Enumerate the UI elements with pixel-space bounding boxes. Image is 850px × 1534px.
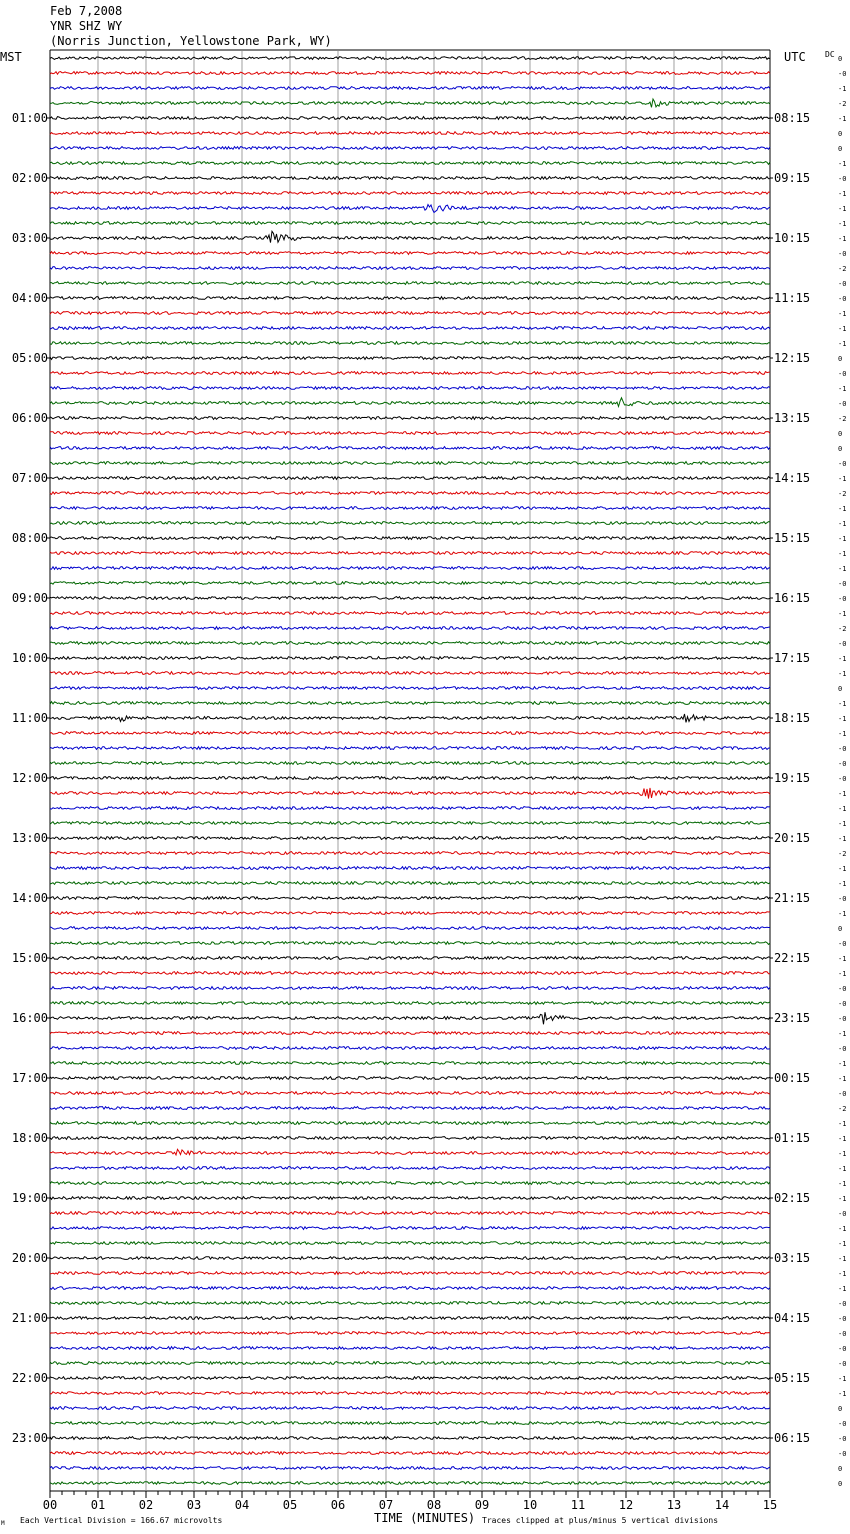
dc-offset-value: -1 bbox=[838, 1120, 847, 1128]
seismic-trace bbox=[50, 387, 770, 390]
dc-offset-value: -1 bbox=[838, 955, 847, 963]
utc-hour-label: 09:15 bbox=[774, 171, 811, 185]
seismic-trace bbox=[50, 327, 770, 330]
utc-hour-label: 06:15 bbox=[774, 1431, 811, 1445]
seismic-trace bbox=[50, 357, 770, 360]
utc-hour-label: 00:15 bbox=[774, 1071, 811, 1085]
seismic-trace bbox=[50, 672, 770, 675]
mst-hour-label: 04:00 bbox=[11, 291, 48, 305]
mst-hour-label: 07:00 bbox=[11, 471, 48, 485]
dc-offset-value: -0 bbox=[838, 1435, 847, 1443]
seismic-trace bbox=[50, 987, 770, 990]
mst-label: MST bbox=[0, 50, 22, 64]
seismic-trace bbox=[50, 972, 770, 975]
seismic-trace bbox=[50, 162, 770, 165]
seismic-trace bbox=[50, 912, 770, 915]
dc-offset-value: -0 bbox=[838, 940, 847, 948]
dc-offset-value: -0 bbox=[838, 1045, 847, 1053]
dc-offset-value: -0 bbox=[838, 580, 847, 588]
seismic-trace bbox=[50, 522, 770, 525]
dc-offset-value: -1 bbox=[838, 910, 847, 918]
dc-offset-value: -0 bbox=[838, 250, 847, 258]
dc-offset-value: -0 bbox=[838, 1450, 847, 1458]
seismic-trace bbox=[50, 702, 770, 705]
dc-offset-value: -2 bbox=[838, 415, 847, 423]
seismic-trace bbox=[50, 897, 770, 900]
x-tick-label: 02 bbox=[138, 1498, 154, 1512]
seismic-trace bbox=[50, 222, 770, 225]
dc-offset-value: -0 bbox=[838, 1210, 847, 1218]
dc-offset-value: -0 bbox=[838, 1360, 847, 1368]
utc-hour-label: 12:15 bbox=[774, 351, 811, 365]
seismic-trace bbox=[50, 852, 770, 855]
x-tick-label: 08 bbox=[426, 1498, 442, 1512]
recording-date: Feb 7,2008 bbox=[50, 4, 123, 18]
seismic-trace bbox=[50, 117, 770, 120]
x-tick-label: 15 bbox=[762, 1498, 778, 1512]
seismic-trace bbox=[50, 1227, 770, 1230]
x-tick-label: 01 bbox=[90, 1498, 106, 1512]
dc-offset-value: -1 bbox=[838, 670, 847, 678]
x-tick-label: 11 bbox=[570, 1498, 586, 1512]
seismic-trace bbox=[50, 1377, 770, 1380]
dc-offset-value: -1 bbox=[838, 805, 847, 813]
seismic-trace bbox=[50, 1287, 770, 1290]
seismic-trace bbox=[50, 867, 770, 870]
seismic-trace bbox=[50, 312, 770, 315]
x-tick-label: 00 bbox=[42, 1498, 58, 1512]
dc-offset-value: -1 bbox=[838, 1240, 847, 1248]
seismic-trace bbox=[50, 231, 770, 242]
dc-offset-value: -1 bbox=[838, 880, 847, 888]
utc-hour-label: 23:15 bbox=[774, 1011, 811, 1025]
seismic-trace bbox=[50, 822, 770, 825]
dc-offset-value: -0 bbox=[838, 370, 847, 378]
dc-offset-value: -1 bbox=[838, 190, 847, 198]
dc-offset-value: -1 bbox=[838, 220, 847, 228]
dc-offset-value: -1 bbox=[838, 325, 847, 333]
dc-offset-value: -0 bbox=[838, 1000, 847, 1008]
dc-offset-value: -1 bbox=[838, 565, 847, 573]
dc-offset-value: -1 bbox=[838, 1375, 847, 1383]
dc-offset-value: -2 bbox=[838, 490, 847, 498]
dc-offset-value: -1 bbox=[838, 85, 847, 93]
mst-hour-label: 02:00 bbox=[11, 171, 48, 185]
dc-offset-value: -1 bbox=[838, 1165, 847, 1173]
dc-offset-value: 0 bbox=[838, 55, 843, 63]
seismic-trace bbox=[50, 72, 770, 75]
seismic-trace bbox=[50, 1302, 770, 1305]
utc-hour-label: 08:15 bbox=[774, 111, 811, 125]
seismic-trace bbox=[50, 1482, 770, 1485]
seismic-trace bbox=[50, 788, 770, 799]
utc-hour-label: 13:15 bbox=[774, 411, 811, 425]
seismic-trace bbox=[50, 1167, 770, 1170]
mst-hour-label: 12:00 bbox=[11, 771, 48, 785]
dc-offset-value: -0 bbox=[838, 640, 847, 648]
dc-offset-value: -1 bbox=[838, 1225, 847, 1233]
dc-offset-value: -1 bbox=[838, 115, 847, 123]
seismic-trace bbox=[50, 462, 770, 465]
mst-hour-label: 13:00 bbox=[11, 831, 48, 845]
seismic-trace bbox=[50, 942, 770, 945]
seismic-trace bbox=[50, 417, 770, 420]
dc-offset-value: -1 bbox=[838, 1255, 847, 1263]
seismic-trace bbox=[50, 372, 770, 375]
utc-hour-label: 02:15 bbox=[774, 1191, 811, 1205]
dc-offset-value: -1 bbox=[838, 520, 847, 528]
seismic-trace bbox=[50, 507, 770, 510]
dc-offset-value: -1 bbox=[838, 505, 847, 513]
mst-hour-label: 10:00 bbox=[11, 651, 48, 665]
x-tick-label: 13 bbox=[666, 1498, 682, 1512]
utc-hour-label: 17:15 bbox=[774, 651, 811, 665]
x-tick-label: 04 bbox=[234, 1498, 250, 1512]
dc-offset-value: -0 bbox=[838, 460, 847, 468]
seismic-trace bbox=[50, 582, 770, 585]
seismic-trace bbox=[50, 282, 770, 285]
utc-hour-label: 18:15 bbox=[774, 711, 811, 725]
seismic-trace bbox=[50, 477, 770, 480]
utc-hour-label: 05:15 bbox=[774, 1371, 811, 1385]
x-tick-label: 03 bbox=[186, 1498, 202, 1512]
label-layer bbox=[12, 55, 847, 1512]
dc-offset-value: 0 bbox=[838, 355, 843, 363]
seismic-trace bbox=[50, 1032, 770, 1035]
dc-offset-value: -1 bbox=[838, 1060, 847, 1068]
utc-hour-label: 20:15 bbox=[774, 831, 811, 845]
dc-offset-value: 0 bbox=[838, 925, 843, 933]
dc-offset-value: -1 bbox=[838, 1030, 847, 1038]
scale-note: Each Vertical Division = 166.67 microvolts bbox=[20, 1516, 223, 1525]
seismic-trace bbox=[50, 687, 770, 690]
dc-offset-value: -0 bbox=[838, 400, 847, 408]
dc-offset-value: 0 bbox=[838, 430, 843, 438]
mst-hour-label: 08:00 bbox=[11, 531, 48, 545]
dc-offset-value: -0 bbox=[838, 1300, 847, 1308]
mst-hour-label: 20:00 bbox=[11, 1251, 48, 1265]
seismic-trace bbox=[50, 777, 770, 780]
dc-offset-value: -2 bbox=[838, 100, 847, 108]
trace-layer bbox=[50, 57, 770, 1485]
seismic-trace bbox=[50, 597, 770, 600]
x-tick-label: 09 bbox=[474, 1498, 490, 1512]
dc-offset-value: -1 bbox=[838, 835, 847, 843]
dc-offset-value: -1 bbox=[838, 715, 847, 723]
dc-offset-value: -0 bbox=[838, 295, 847, 303]
dc-offset-value: -1 bbox=[838, 970, 847, 978]
dc-offset-value: -0 bbox=[838, 1330, 847, 1338]
dc-offset-value: -1 bbox=[838, 610, 847, 618]
seismic-trace bbox=[50, 1047, 770, 1050]
dc-offset-value: -1 bbox=[838, 535, 847, 543]
dc-offset-value: -1 bbox=[838, 790, 847, 798]
mst-hour-label: 17:00 bbox=[11, 1071, 48, 1085]
station-code: YNR SHZ WY bbox=[50, 19, 123, 33]
mst-hour-label: 22:00 bbox=[11, 1371, 48, 1385]
seismic-trace bbox=[50, 252, 770, 255]
seismic-trace bbox=[50, 1077, 770, 1080]
x-tick-label: 12 bbox=[618, 1498, 634, 1512]
utc-hour-label: 15:15 bbox=[774, 531, 811, 545]
dc-offset-value: 0 bbox=[838, 1465, 843, 1473]
seismic-trace bbox=[50, 297, 770, 300]
seismic-trace bbox=[50, 1332, 770, 1335]
clip-note: Traces clipped at plus/minus 5 vertical divisions bbox=[482, 1516, 719, 1525]
seismic-trace bbox=[50, 1317, 770, 1320]
mst-hour-label: 23:00 bbox=[11, 1431, 48, 1445]
seismic-trace bbox=[50, 1452, 770, 1455]
mst-hour-label: 16:00 bbox=[11, 1011, 48, 1025]
seismic-trace bbox=[50, 1212, 770, 1215]
seismic-trace bbox=[50, 267, 770, 270]
seismic-trace bbox=[50, 192, 770, 195]
utc-hour-label: 11:15 bbox=[774, 291, 811, 305]
dc-offset-value: -2 bbox=[838, 850, 847, 858]
seismic-trace bbox=[50, 1012, 770, 1024]
utc-hour-label: 19:15 bbox=[774, 771, 811, 785]
dc-offset-value: -1 bbox=[838, 1285, 847, 1293]
dc-offset-value: -0 bbox=[838, 1315, 847, 1323]
dc-offset-value: -0 bbox=[838, 280, 847, 288]
dc-offset-value: -0 bbox=[838, 1015, 847, 1023]
mst-hour-label: 05:00 bbox=[11, 351, 48, 365]
dc-offset-value: 0 bbox=[838, 130, 843, 138]
seismic-trace bbox=[50, 99, 770, 107]
dc-offset-value: -2 bbox=[838, 625, 847, 633]
utc-label: UTC bbox=[784, 50, 806, 64]
x-tick-label: 06 bbox=[330, 1498, 346, 1512]
dc-offset-value: -1 bbox=[838, 655, 847, 663]
seismic-trace bbox=[50, 432, 770, 435]
dc-offset-value: -1 bbox=[838, 160, 847, 168]
utc-hour-label: 10:15 bbox=[774, 231, 811, 245]
seismic-trace bbox=[50, 807, 770, 810]
seismic-trace bbox=[50, 1347, 770, 1350]
seismic-trace bbox=[50, 1092, 770, 1095]
dc-offset-value: -1 bbox=[838, 310, 847, 318]
seismic-trace bbox=[50, 612, 770, 615]
mst-hour-label: 15:00 bbox=[11, 951, 48, 965]
dc-offset-value: -1 bbox=[838, 700, 847, 708]
seismic-trace bbox=[50, 205, 770, 213]
seismic-trace bbox=[50, 447, 770, 450]
seismic-trace bbox=[50, 147, 770, 150]
seismic-trace bbox=[50, 342, 770, 345]
seismic-trace bbox=[50, 398, 770, 407]
seismic-trace bbox=[50, 57, 770, 60]
seismic-trace bbox=[50, 1122, 770, 1125]
seismic-trace bbox=[50, 1437, 770, 1440]
seismic-trace bbox=[50, 837, 770, 840]
dc-offset-value: -0 bbox=[838, 985, 847, 993]
dc-offset-value: -1 bbox=[838, 475, 847, 483]
seismic-trace bbox=[50, 1422, 770, 1425]
dc-offset-value: -0 bbox=[838, 1090, 847, 1098]
x-axis-title: TIME (MINUTES) bbox=[374, 1511, 476, 1525]
dc-offset-value: -1 bbox=[838, 1390, 847, 1398]
mst-hour-label: 03:00 bbox=[11, 231, 48, 245]
dc-offset-value: -1 bbox=[838, 1135, 847, 1143]
seismic-trace bbox=[50, 1149, 770, 1155]
seismic-trace bbox=[50, 714, 770, 722]
utc-hour-label: 04:15 bbox=[774, 1311, 811, 1325]
utc-hour-label: 03:15 bbox=[774, 1251, 811, 1265]
seismic-trace bbox=[50, 567, 770, 570]
seismic-trace bbox=[50, 642, 770, 645]
seismic-trace bbox=[50, 492, 770, 495]
dc-offset-value: -0 bbox=[838, 775, 847, 783]
dc-offset-value: -0 bbox=[838, 175, 847, 183]
dc-offset-value: -2 bbox=[838, 265, 847, 273]
dc-offset-value: 0 bbox=[838, 1405, 843, 1413]
seismic-trace bbox=[50, 1137, 770, 1140]
dc-offset-value: -1 bbox=[838, 1195, 847, 1203]
dc-offset-value: -0 bbox=[838, 1420, 847, 1428]
seismic-trace bbox=[50, 927, 770, 930]
seismic-trace bbox=[50, 657, 770, 660]
seismic-trace bbox=[50, 882, 770, 885]
dc-offset-value: -1 bbox=[838, 730, 847, 738]
seismic-trace bbox=[50, 132, 770, 135]
dc-offset-value: -1 bbox=[838, 820, 847, 828]
x-tick-label: 14 bbox=[714, 1498, 730, 1512]
seismic-trace bbox=[50, 1107, 770, 1110]
seismic-trace bbox=[50, 177, 770, 180]
seismic-trace bbox=[50, 1272, 770, 1275]
utc-hour-label: 16:15 bbox=[774, 591, 811, 605]
seismic-trace bbox=[50, 1392, 770, 1395]
dc-offset-value: -1 bbox=[838, 385, 847, 393]
dc-offset-value: -0 bbox=[838, 760, 847, 768]
seismic-trace bbox=[50, 1182, 770, 1185]
dc-offset-value: -0 bbox=[838, 745, 847, 753]
seismic-trace bbox=[50, 1257, 770, 1260]
dc-offset-value: -1 bbox=[838, 1270, 847, 1278]
dc-offset-value: -2 bbox=[838, 1105, 847, 1113]
mst-hour-label: 14:00 bbox=[11, 891, 48, 905]
dc-offset-value: -0 bbox=[838, 70, 847, 78]
seismic-trace bbox=[50, 552, 770, 555]
seismic-trace bbox=[50, 957, 770, 960]
mst-hour-label: 06:00 bbox=[11, 411, 48, 425]
station-location: (Norris Junction, Yellowstone Park, WY) bbox=[50, 34, 332, 48]
dc-offset-value: -1 bbox=[838, 340, 847, 348]
seismic-trace bbox=[50, 1197, 770, 1200]
dc-offset-value: 0 bbox=[838, 1480, 843, 1488]
dc-offset-value: 0 bbox=[838, 145, 843, 153]
seismic-trace bbox=[50, 1002, 770, 1005]
mst-hour-label: 09:00 bbox=[11, 591, 48, 605]
seismic-trace bbox=[50, 1407, 770, 1410]
dc-offset-value: -1 bbox=[838, 1150, 847, 1158]
dc-offset-value: -1 bbox=[838, 1180, 847, 1188]
x-tick-label: 10 bbox=[522, 1498, 538, 1512]
seismic-trace bbox=[50, 1467, 770, 1470]
mst-hour-label: 11:00 bbox=[11, 711, 48, 725]
mst-hour-label: 18:00 bbox=[11, 1131, 48, 1145]
dc-offset-value: -1 bbox=[838, 235, 847, 243]
dc-offset-value: -0 bbox=[838, 895, 847, 903]
utc-hour-label: 01:15 bbox=[774, 1131, 811, 1145]
utc-hour-label: 22:15 bbox=[774, 951, 811, 965]
corner-mark: M bbox=[1, 1520, 5, 1527]
dc-offset-value: 0 bbox=[838, 685, 843, 693]
dc-offset-value: -0 bbox=[838, 1345, 847, 1353]
seismic-trace bbox=[50, 1062, 770, 1065]
dc-label: DC bbox=[825, 50, 835, 59]
utc-hour-label: 14:15 bbox=[774, 471, 811, 485]
utc-hour-label: 21:15 bbox=[774, 891, 811, 905]
seismic-trace bbox=[50, 1362, 770, 1365]
mst-hour-label: 21:00 bbox=[11, 1311, 48, 1325]
seismic-trace bbox=[50, 627, 770, 630]
dc-offset-value: -1 bbox=[838, 1075, 847, 1083]
dc-offset-value: -1 bbox=[838, 865, 847, 873]
seismic-trace bbox=[50, 732, 770, 735]
dc-offset-value: -0 bbox=[838, 595, 847, 603]
dc-offset-value: 0 bbox=[838, 445, 843, 453]
dc-offset-value: -1 bbox=[838, 550, 847, 558]
seismic-trace bbox=[50, 762, 770, 765]
x-tick-label: 05 bbox=[282, 1498, 298, 1512]
x-tick-label: 07 bbox=[378, 1498, 394, 1512]
seismic-trace bbox=[50, 1242, 770, 1245]
dc-offset-value: -1 bbox=[838, 205, 847, 213]
seismic-trace bbox=[50, 537, 770, 540]
mst-hour-label: 19:00 bbox=[11, 1191, 48, 1205]
seismic-trace bbox=[50, 747, 770, 750]
mst-hour-label: 01:00 bbox=[11, 111, 48, 125]
seismic-trace bbox=[50, 87, 770, 90]
